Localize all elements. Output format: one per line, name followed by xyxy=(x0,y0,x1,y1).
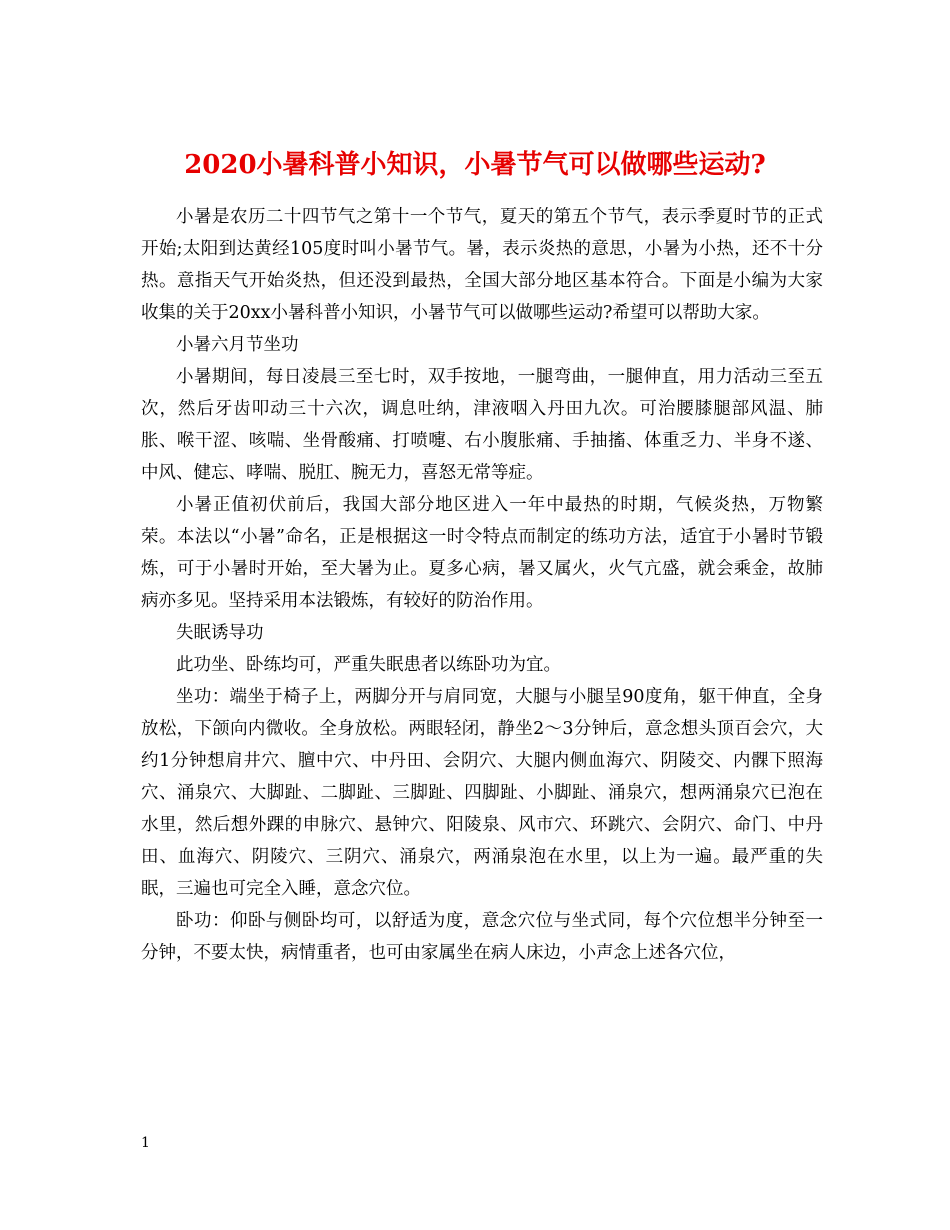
page-number: 1 xyxy=(141,1135,150,1151)
document-body xyxy=(141,201,823,969)
paragraph-sitting-method: 坐功：端坐于椅子上，两脚分开与肩同宽，大腿与小腿呈90度角，躯干伸直，全身放松，下颌向内微收。全身放松。两眼轻闭，静坐2～3分钟后，意念想头顶百会穴，大约1分钟想肩井穴、膻中穴、中丹田、会阴穴、大腿内侧血海穴、阴陵交、内髁下照海穴、涌泉穴、大脚趾、二脚趾、三脚趾、四脚趾、小脚趾、涌泉穴，想两涌泉穴已泡在水里，然后想外踝的申脉穴、悬钟穴、阳陵泉、风市穴、环跳穴、会阴穴、命门、中丹田、血海穴、阴陵穴、三阴穴、涌泉穴，两涌泉泡在水里，以上为一遍。最严重的失眠，三遍也可完全入睡，意念穴位。 xyxy=(141,687,823,899)
paragraph-exercise-explanation: 小暑正值初伏前后，我国大部分地区进入一年中最热的时期，气候炎热，万物繁荣。本法以“小暑”命名，正是根据这一时令特点而制定的练功方法，适宜于小暑时节锻炼，可于小暑时开始，至大暑为止。夏多心病，暑又属火，火气亢盛，就会乘金，故肺病亦多见。坚持采用本法锻炼，有较好的防治作用。 xyxy=(141,495,823,611)
section-heading-xiaoshu-sitting-exercise: 小暑六月节坐功 xyxy=(176,335,299,355)
section-heading-insomnia-exercise: 失眠诱导功 xyxy=(176,623,264,643)
paragraph-intro: 小暑是农历二十四节气之第十一个节气，夏天的第五个节气，表示季夏时节的正式开始;太阳到达黄经105度时叫小暑节气。暑，表示炎热的意思，小暑为小热，还不十分热。意指天气开始炎热，但还没到最热，全国大部分地区基本符合。下面是小编为大家收集的关于20xx小暑科普小知识，小暑节气可以做哪些运动?希望可以帮助大家。 xyxy=(141,207,823,323)
paragraph-lying-method: 卧功：仰卧与侧卧均可，以舒适为度，意念穴位与坐式同，每个穴位想半分钟至一分钟，不要太快，病情重者，也可由家属坐在病人床边，小声念上述各穴位， xyxy=(141,911,823,963)
document-title: 2020小暑科普小知识，小暑节气可以做哪些运动? xyxy=(184,150,766,181)
paragraph-exercise-method: 小暑期间，每日凌晨三至七时，双手按地，一腿弯曲，一腿伸直，用力活动三至五次，然后牙齿叩动三十六次，调息吐纳，津液咽入丹田九次。可治腰膝腿部风温、肺胀、喉干涩、咳喘、坐骨酸痛、打喷嚏、右小腹胀痛、手抽搐、体重乏力、半身不遂、中风、健忘、哮喘、脱肛、腕无力，喜怒无常等症。 xyxy=(141,367,823,483)
paragraph-insomnia-intro: 此功坐、卧练均可，严重失眠患者以练卧功为宜。 xyxy=(176,655,561,675)
